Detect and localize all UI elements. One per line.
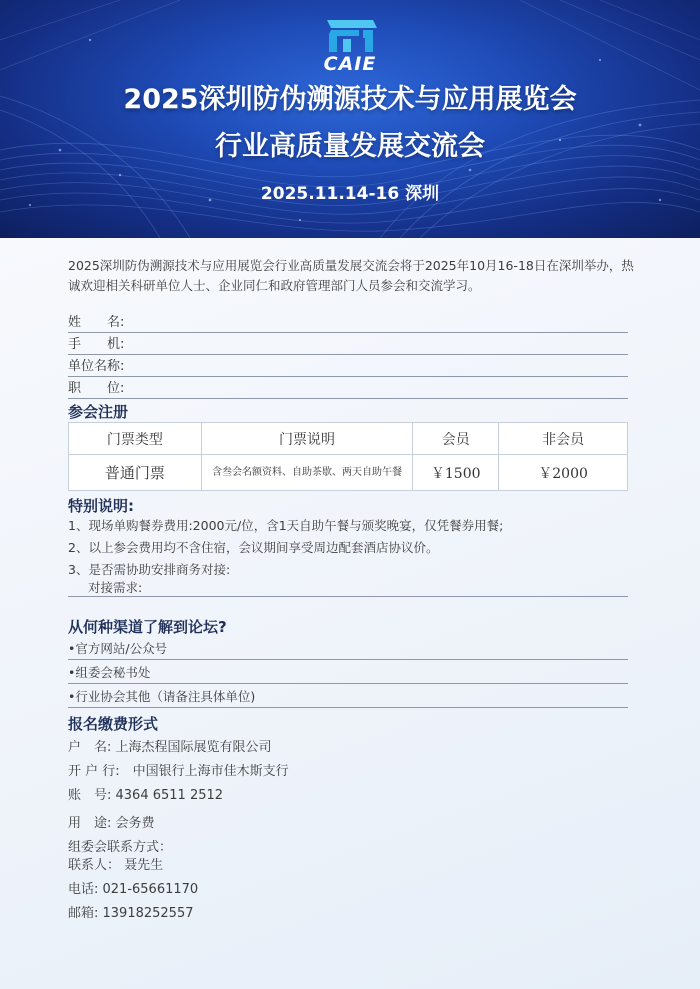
ticket-table bbox=[68, 422, 628, 491]
logo-text: CAIE bbox=[323, 53, 377, 75]
channel-option-association[interactable] bbox=[68, 686, 628, 708]
bank-name: 开 户 行: 中国银行上海市佳木斯支行 bbox=[68, 764, 289, 779]
special-notes-title: 特别说明: bbox=[68, 497, 134, 515]
contact-email: 邮箱: 13918252557 bbox=[68, 906, 194, 921]
phone-field[interactable] bbox=[68, 335, 628, 355]
position-field[interactable] bbox=[68, 379, 628, 399]
channel-label: •行业协会其他（请备注具体单位) bbox=[68, 689, 256, 704]
caie-logo-mark-icon bbox=[319, 18, 381, 54]
channel-option-website[interactable] bbox=[68, 638, 628, 660]
header-member: 会员 bbox=[413, 423, 499, 455]
name-field[interactable] bbox=[68, 313, 628, 333]
header-non-member: 非会员 bbox=[499, 423, 628, 455]
channel-option-secretariat[interactable] bbox=[68, 662, 628, 684]
account-name: 户 名: 上海杰程国际展览有限公司 bbox=[68, 740, 272, 755]
header-ticket-type: 门票类型 bbox=[69, 423, 202, 455]
channel-title: 从何种渠道了解到论坛? bbox=[68, 618, 227, 636]
ticket-table-header bbox=[69, 423, 628, 455]
special-note-3: 3、是否需协助安排商务对接: bbox=[68, 562, 231, 577]
channel-label: •官方网站/公众号 bbox=[68, 641, 168, 656]
event-title-line2: 行业高质量发展交流会 bbox=[215, 131, 485, 162]
event-title-line1: 2025深圳防伪溯源技术与应用展览会 bbox=[123, 84, 577, 115]
ticket-type: 普通门票 bbox=[69, 455, 202, 491]
contact-phone: 电话: 021-65661170 bbox=[68, 882, 199, 897]
payment-purpose: 用 途: 会务费 bbox=[68, 816, 155, 831]
company-label: 单位名称: bbox=[68, 359, 125, 374]
header-ticket-desc: 门票说明 bbox=[201, 423, 413, 455]
non-member-price: ￥2000 bbox=[499, 455, 628, 491]
contact-person: 联系人： 聂先生 bbox=[68, 858, 164, 873]
business-need-label: 对接需求: bbox=[88, 580, 143, 595]
company-field[interactable] bbox=[68, 357, 628, 377]
caie-logo bbox=[0, 18, 700, 74]
account-number: 账 号: 4364 6511 2512 bbox=[68, 788, 224, 803]
position-label: 职 位: bbox=[68, 381, 125, 396]
special-note-2: 2、以上参会费用均不含住宿，会议期间享受周边配套酒店协议价。 bbox=[68, 540, 439, 555]
channel-label: •组委会秘书处 bbox=[68, 665, 151, 680]
contact-title: 组委会联系方式： bbox=[68, 840, 173, 855]
special-note-1: 1、现场单购餐券费用:2000元/位，含1天自助午餐与颁奖晚宴，仅凭餐券用餐; bbox=[68, 518, 504, 533]
intro-paragraph: 2025深圳防伪溯源技术与应用展览会行业高质量发展交流会将于2025年10月16-18日在深圳举办，热诚欢迎相关科研单位人士、企业同仁和政府管理部门人员参会和交流学习。 bbox=[68, 258, 634, 293]
ticket-desc: 含叁会名额资料、自助茶歇、两天自助午餐 bbox=[201, 455, 413, 491]
name-label: 姓 名: bbox=[68, 315, 125, 330]
table-row bbox=[69, 455, 628, 491]
phone-label: 手 机: bbox=[68, 337, 125, 352]
member-price: ￥1500 bbox=[413, 455, 499, 491]
business-need-field[interactable] bbox=[68, 579, 628, 597]
payment-title: 报名缴费形式 bbox=[68, 715, 159, 733]
header-banner bbox=[0, 0, 700, 238]
registration-title: 参会注册 bbox=[68, 403, 129, 421]
event-date: 2025.11.14-16 深圳 bbox=[260, 184, 440, 204]
